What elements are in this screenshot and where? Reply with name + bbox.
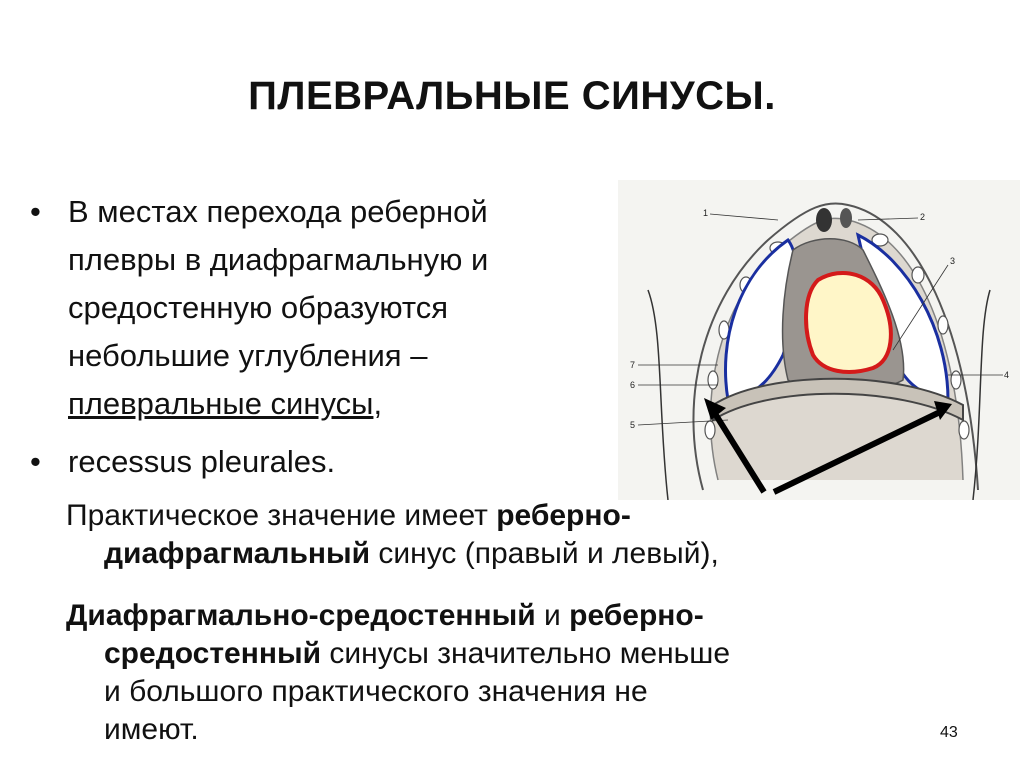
diagram-label-4: 4 bbox=[1004, 370, 1010, 380]
vessel-2 bbox=[840, 208, 852, 228]
heart-pericardium bbox=[806, 273, 891, 372]
bullet-list bbox=[30, 188, 600, 486]
diagram-label-6: 6 bbox=[630, 380, 636, 390]
para1-bold-term-a: реберно- bbox=[496, 499, 631, 532]
diagram-label-3: 3 bbox=[950, 256, 956, 266]
bullet-item-1 bbox=[30, 188, 600, 428]
pleural-sinuses-diagram bbox=[618, 180, 1020, 500]
para2-line2 bbox=[66, 635, 966, 673]
para1-suffix: синус (правый и левый), bbox=[370, 537, 719, 570]
paragraph-practical-significance bbox=[66, 497, 966, 573]
paragraph-other-sinuses bbox=[66, 597, 966, 749]
bullet-dot: • bbox=[30, 194, 41, 229]
para2-conjunction: и bbox=[535, 599, 570, 632]
diagram-label-2: 2 bbox=[920, 212, 926, 222]
para2-bold-term-c: средостенный bbox=[104, 637, 322, 670]
slide-number: 43 bbox=[940, 724, 958, 741]
vessel-1 bbox=[816, 208, 832, 232]
bullet-item-2 bbox=[30, 438, 600, 486]
diagram-label-1: 1 bbox=[703, 208, 709, 218]
para2-bold-term-a: Диафрагмально-средостенный bbox=[66, 599, 536, 632]
diagram-label-5: 5 bbox=[630, 420, 636, 430]
para2-rest2: и большого практического значения не bbox=[104, 675, 648, 708]
underlined-term: плевральные синусы bbox=[68, 386, 374, 421]
para1-line2 bbox=[66, 535, 966, 573]
para1-prefix: Практическое значение имеет bbox=[66, 499, 497, 532]
bullet-punct: , bbox=[373, 386, 383, 421]
diagram-label-7: 7 bbox=[630, 360, 636, 370]
bullet-text: recessus pleurales. bbox=[68, 444, 336, 479]
bullet-text: В местах перехода реберной плевры в диафрагмальную и средостенную образуются небольшие углубления – bbox=[68, 194, 489, 373]
slide-title: ПЛЕВРАЛЬНЫЕ СИНУСЫ. bbox=[248, 74, 776, 118]
para2-rest3: имеют. bbox=[104, 713, 199, 746]
para1-bold-term-b: диафрагмальный bbox=[104, 537, 371, 570]
para2-bold-term-b: реберно- bbox=[569, 599, 704, 632]
para2-rest1: синусы значительно меньше bbox=[321, 637, 731, 670]
bullet-dot: • bbox=[30, 444, 41, 479]
